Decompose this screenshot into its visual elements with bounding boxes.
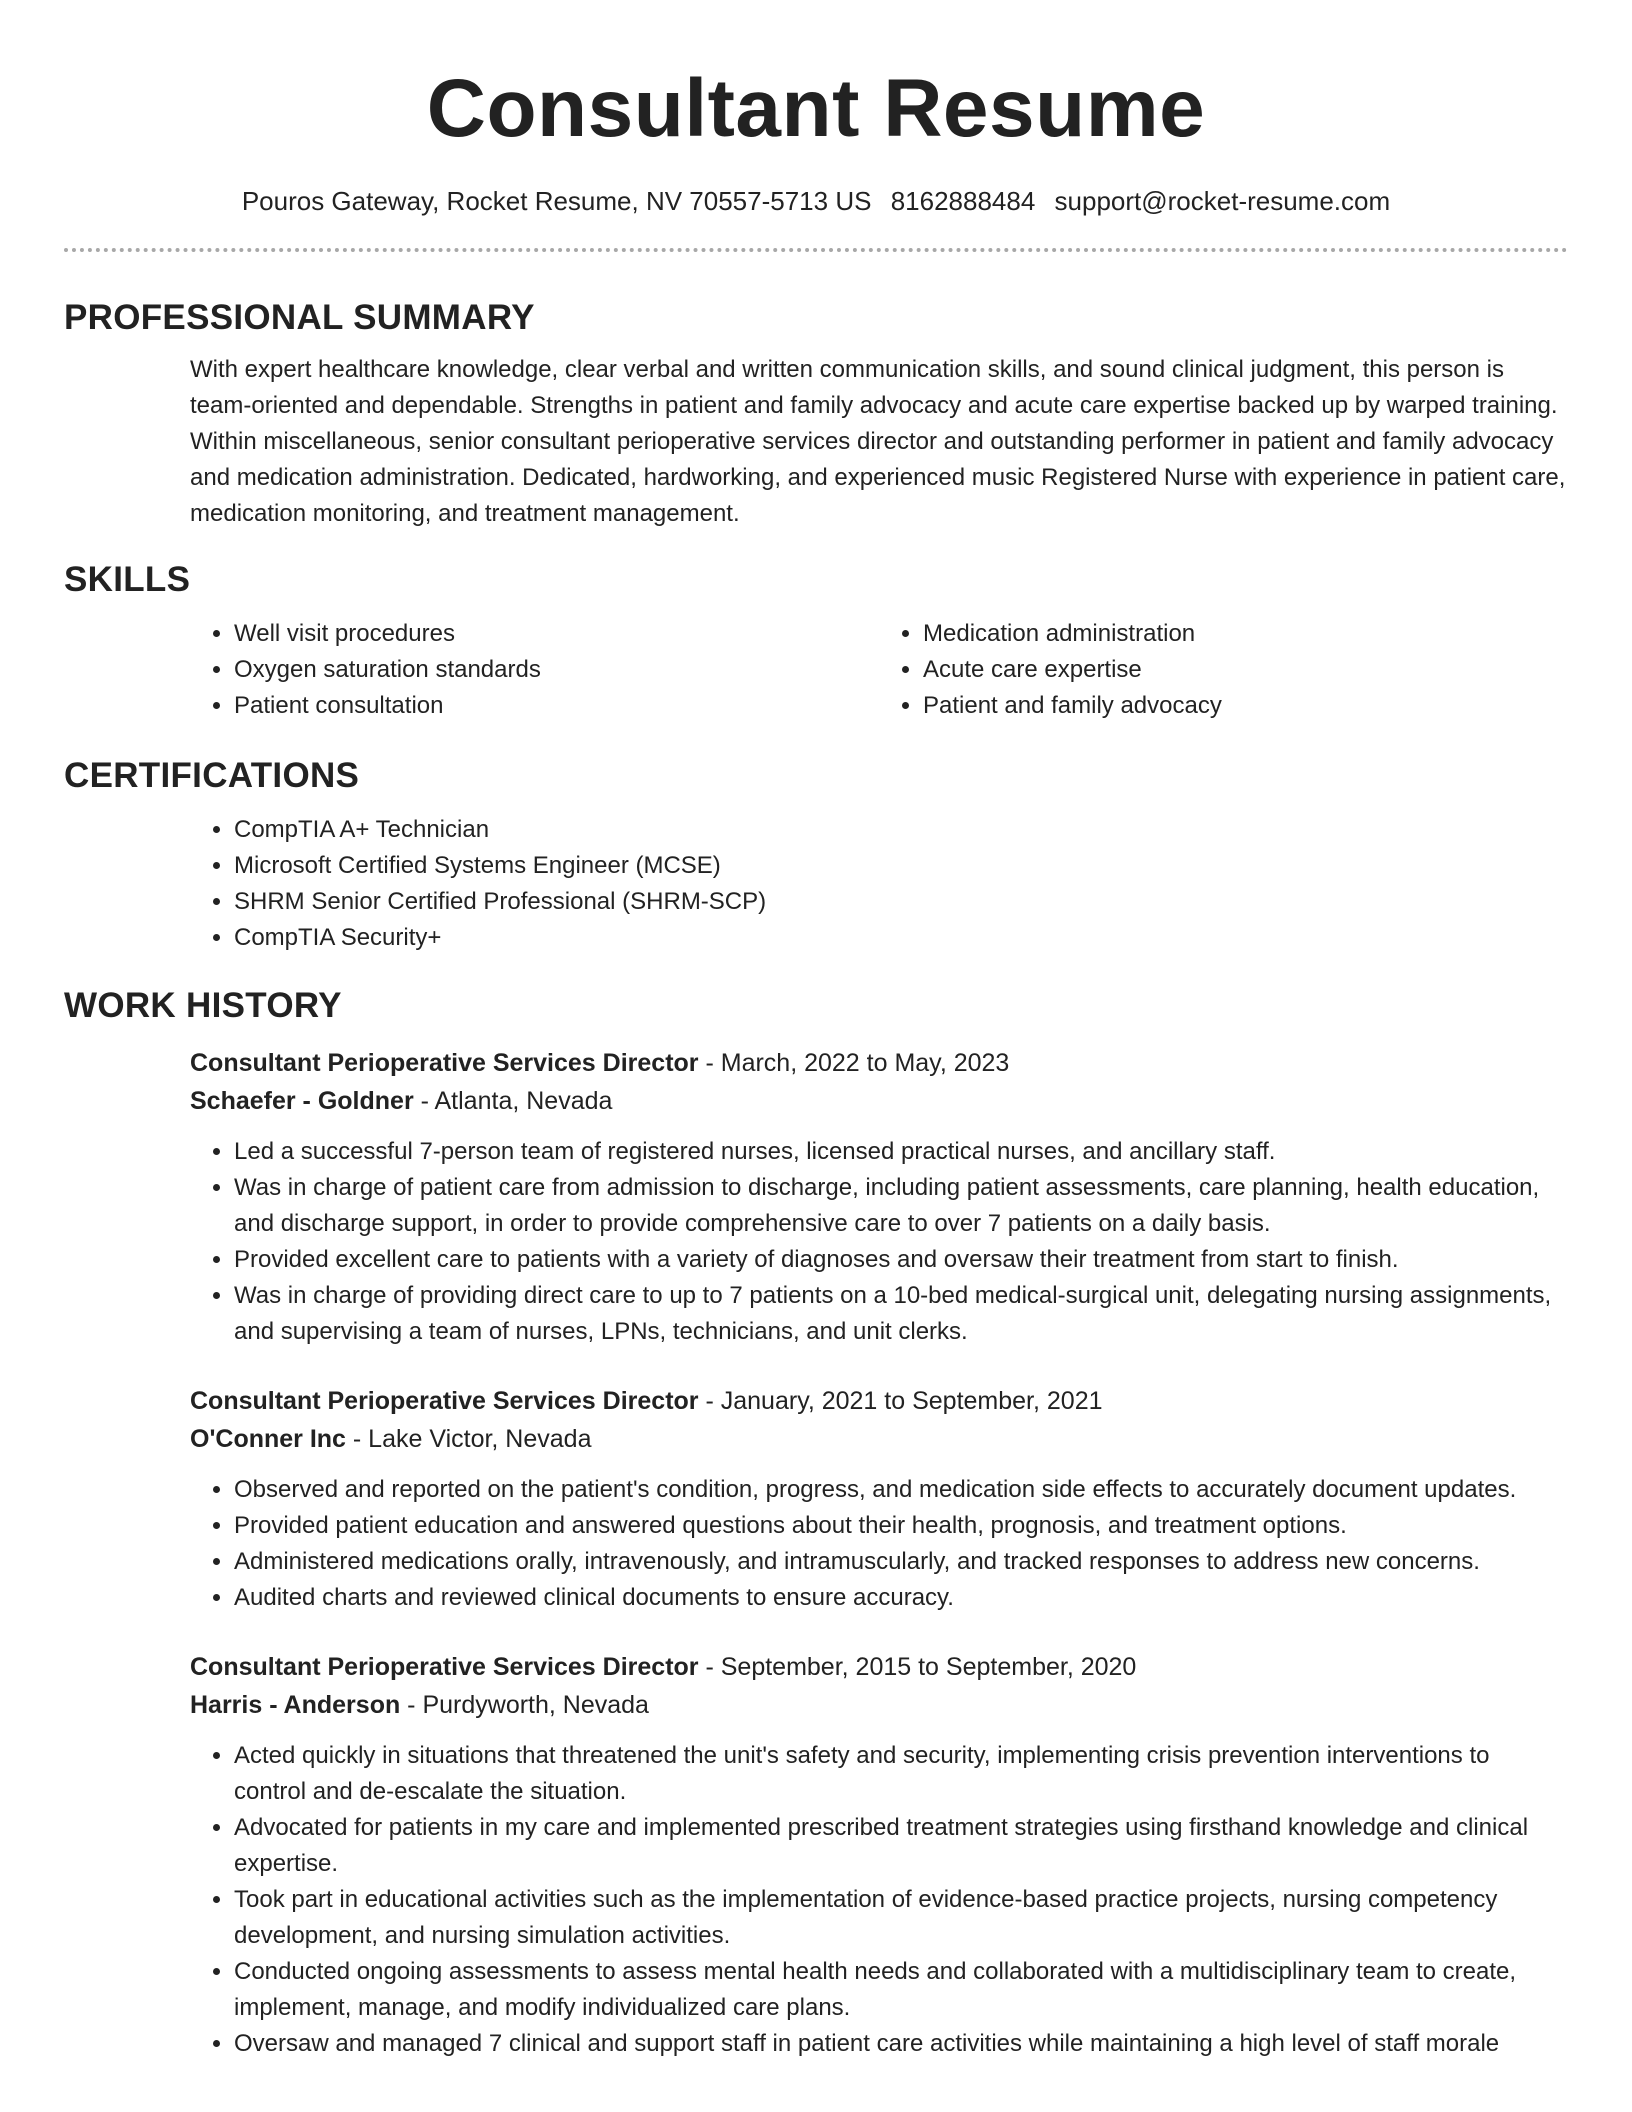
job-bullet: • Audited charts and reviewed clinical documents to ensure accuracy.	[234, 1580, 1568, 1616]
job-title: Consultant Perioperative Services Director	[190, 1653, 699, 1681]
work-history-heading: WORK HISTORY	[64, 986, 342, 1025]
skill-item: • Acute care expertise	[923, 652, 1568, 688]
contact-line	[64, 184, 1568, 218]
contact-phone: 8162888484	[890, 186, 1036, 216]
job-dates: - September, 2015 to September, 2020	[698, 1653, 1137, 1681]
header-divider	[64, 248, 1568, 252]
job-title-line	[190, 1382, 1568, 1420]
job-title: Consultant Perioperative Services Director	[190, 1049, 699, 1077]
job-entry	[190, 1648, 1568, 2062]
skills-heading: SKILLS	[64, 560, 191, 599]
job-bullet: • Was in charge of providing direct care to up to 7 patients on a 10-bed medical-surgical unit, delegating nursing assignments, and supervising a team of nurses, LPNs, technicians, and unit clerks.	[234, 1278, 1568, 1350]
certifications-heading: CERTIFICATIONS	[64, 756, 360, 795]
job-bullet: • Oversaw and managed 7 clinical and support staff in patient care activities while maintaining a high level of staff morale	[234, 2026, 1568, 2062]
skill-item: • Well visit procedures	[234, 616, 879, 652]
certification-item: • Microsoft Certified Systems Engineer (MCSE)	[234, 848, 1568, 884]
job-company-line	[190, 1686, 1568, 1724]
job-location: - Lake Victor, Nevada	[345, 1425, 592, 1453]
skills-column-left	[190, 616, 879, 724]
job-title: Consultant Perioperative Services Director	[190, 1387, 699, 1415]
job-title-line	[190, 1044, 1568, 1082]
job-company: Schaefer - Goldner	[190, 1087, 414, 1115]
job-location: - Purdyworth, Nevada	[400, 1691, 649, 1719]
certifications-list	[190, 812, 1568, 956]
job-bullet: • Advocated for patients in my care and implemented prescribed treatment strategies using firsthand knowledge and clinical expertise.	[234, 1810, 1568, 1882]
job-company: Harris - Anderson	[190, 1691, 401, 1719]
certification-item: • CompTIA A+ Technician	[234, 812, 1568, 848]
job-company: O'Conner Inc	[190, 1425, 346, 1453]
job-bullet: • Acted quickly in situations that threatened the unit's safety and security, implementing crisis prevention interventions to control and de-escalate the situation.	[234, 1738, 1568, 1810]
job-bullet: • Provided patient education and answered questions about their health, prognosis, and treatment options.	[234, 1508, 1568, 1544]
job-bullet: • Was in charge of patient care from admission to discharge, including patient assessments, care planning, health education, and discharge support, in order to provide comprehensive care to over 7 patients on a daily basis.	[234, 1170, 1568, 1242]
job-title-line	[190, 1648, 1568, 1686]
skill-item: • Medication administration	[923, 616, 1568, 652]
job-bullet: • Took part in educational activities such as the implementation of evidence-based practice projects, nursing competency development, and nursing simulation activities.	[234, 1882, 1568, 1954]
contact-email: support@rocket-resume.com	[1054, 186, 1391, 216]
skills-list	[190, 616, 1568, 724]
summary-text: With expert healthcare knowledge, clear verbal and written communication skills, and sound clinical judgment, this person is team-oriented and dependable. Strengths in patient and family advocacy and acute care expertise backed up by warped training. Within miscellaneous, senior consultant perioperative services director and outstanding performer in patient and family advocacy and medication administration. Dedicated, hardworking, and experienced music Registered Nurse with experience in patient care, medication monitoring, and treatment management.	[190, 356, 1566, 527]
skill-item: • Patient and family advocacy	[923, 688, 1568, 724]
job-dates: - January, 2021 to September, 2021	[698, 1387, 1103, 1415]
page-title: Consultant Resume	[426, 63, 1206, 154]
certification-item: • SHRM Senior Certified Professional (SHRM-SCP)	[234, 884, 1568, 920]
skill-item: • Oxygen saturation standards	[234, 652, 879, 688]
job-bullet: • Provided excellent care to patients with a variety of diagnoses and oversaw their treatment from start to finish.	[234, 1242, 1568, 1278]
skills-column-right	[879, 616, 1568, 724]
job-bullet: • Conducted ongoing assessments to assess mental health needs and collaborated with a multidisciplinary team to create, implement, manage, and modify individualized care plans.	[234, 1954, 1568, 2026]
skill-item: • Patient consultation	[234, 688, 879, 724]
job-bullet: • Observed and reported on the patient's condition, progress, and medication side effects to accurately document updates.	[234, 1472, 1568, 1508]
job-entry	[190, 1044, 1568, 1350]
certification-item: • CompTIA Security+	[234, 920, 1568, 956]
job-dates: - March, 2022 to May, 2023	[698, 1049, 1010, 1077]
job-company-line	[190, 1420, 1568, 1458]
summary-heading: PROFESSIONAL SUMMARY	[64, 298, 535, 337]
job-company-line	[190, 1082, 1568, 1120]
job-bullet: • Led a successful 7-person team of registered nurses, licensed practical nurses, and ancillary staff.	[234, 1134, 1568, 1170]
resume-page	[64, 0, 1568, 2062]
job-entry	[190, 1382, 1568, 1616]
job-bullet: • Administered medications orally, intravenously, and intramuscularly, and tracked responses to address new concerns.	[234, 1544, 1568, 1580]
contact-address: Pouros Gateway, Rocket Resume, NV 70557-5713 US	[241, 186, 872, 216]
job-location: - Atlanta, Nevada	[413, 1087, 613, 1115]
